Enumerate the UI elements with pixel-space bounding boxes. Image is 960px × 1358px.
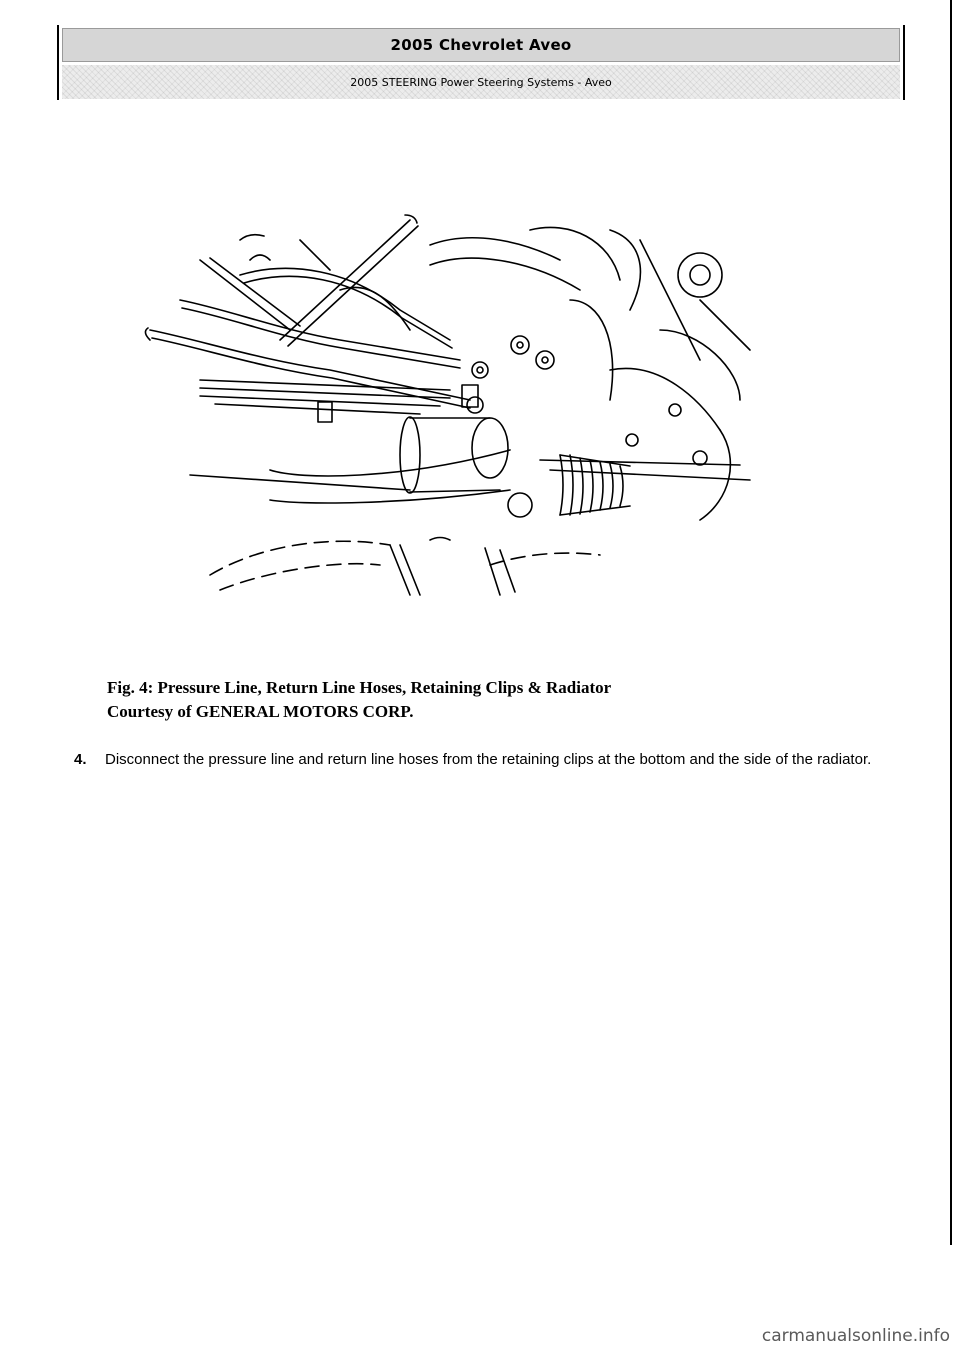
header-title: 2005 Chevrolet Aveo bbox=[62, 28, 900, 62]
page-edge-right bbox=[950, 0, 952, 1245]
procedure-step bbox=[74, 748, 904, 771]
steering-rack-drawing bbox=[190, 417, 750, 515]
figure-caption-title: Fig. 4: Pressure Line, Return Line Hoses, Retaining Clips & Radiator bbox=[107, 678, 612, 697]
steering-illustration bbox=[140, 200, 760, 600]
page-border-right bbox=[903, 25, 905, 100]
figure-caption bbox=[107, 676, 867, 724]
pressure-line-drawing bbox=[145, 215, 470, 408]
page-header bbox=[62, 28, 900, 99]
figure-caption-credit: Courtesy of GENERAL MOTORS CORP. bbox=[107, 702, 414, 721]
step-number: 4. bbox=[74, 751, 87, 768]
page-border-left bbox=[57, 25, 59, 100]
site-watermark: carmanualsonline.info bbox=[761, 1326, 950, 1346]
lower-bracket-drawing bbox=[390, 538, 515, 596]
step-text: Disconnect the pressure line and return line hoses from the retaining clips at the bottom and the side of the radiator. bbox=[105, 751, 872, 768]
header-subtitle: 2005 STEERING Power Steering Systems - Aveo bbox=[62, 65, 900, 99]
steering-boot-drawing bbox=[560, 455, 630, 515]
